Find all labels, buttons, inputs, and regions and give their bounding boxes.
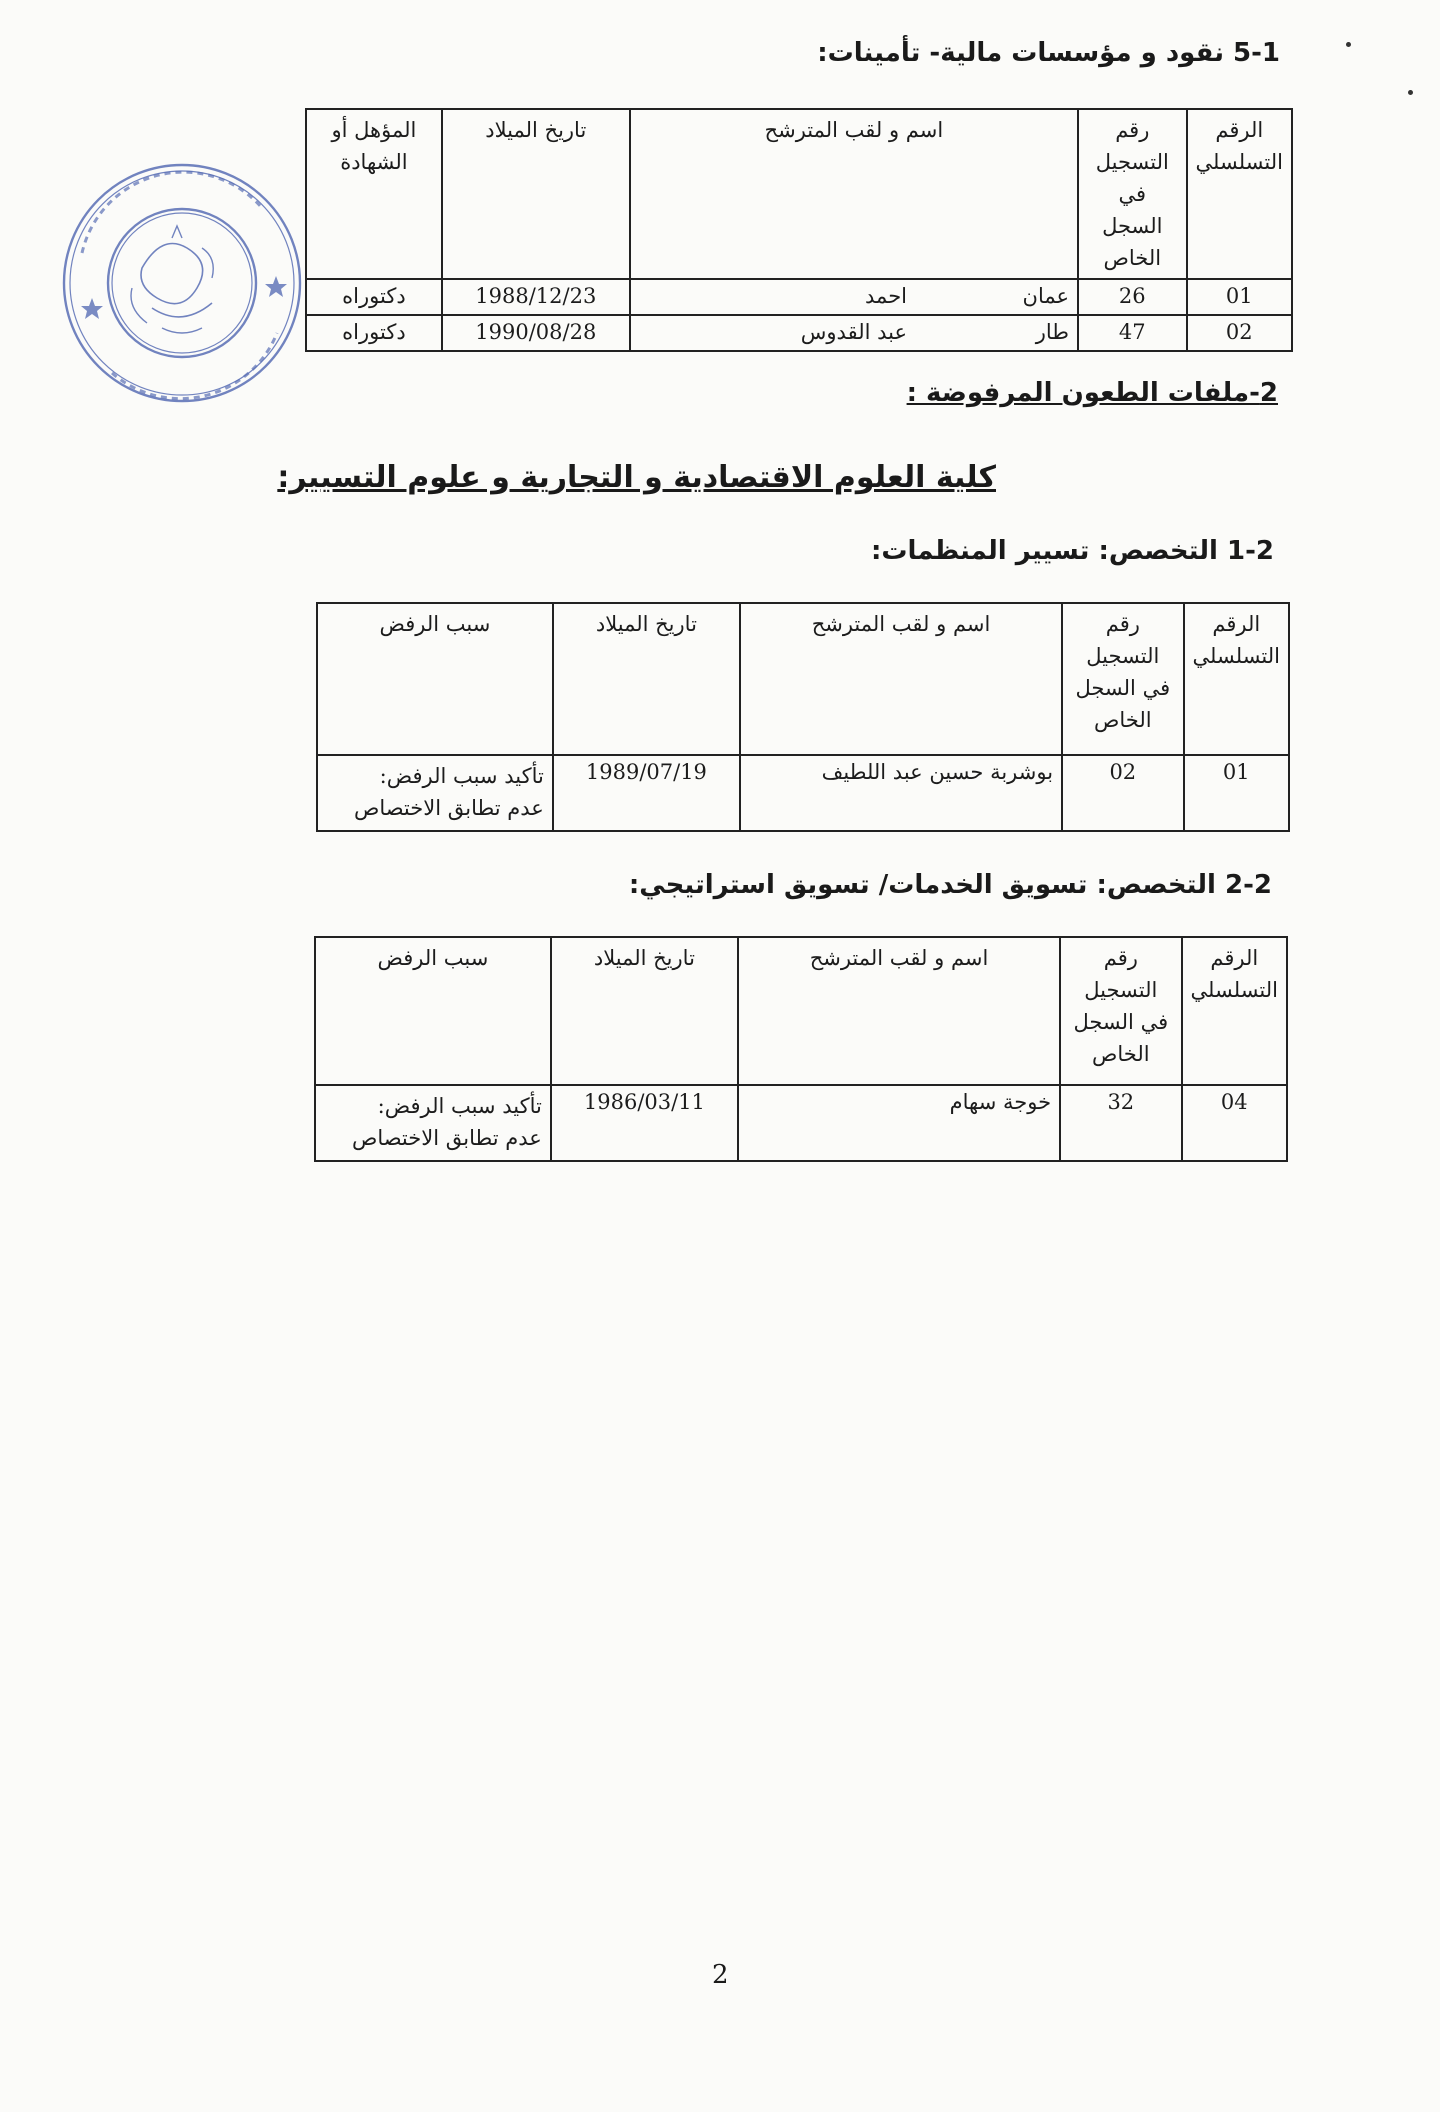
col-header-birth: تاريخ الميلاد: [553, 603, 740, 755]
reason-line: تأكيد سبب الرفض:: [379, 764, 544, 788]
col-header-reg: رقم التسجيل في السجل الخاص: [1060, 937, 1181, 1085]
page-number: 2: [712, 1960, 729, 1990]
col-header-name: اسم و لقب المترشح: [630, 109, 1078, 279]
cell-reg: 32: [1060, 1085, 1181, 1161]
cell-last-name: طار: [1035, 320, 1070, 344]
faculty-title: كلية العلوم الاقتصادية و التجارية و علوم التسيير:: [277, 460, 996, 495]
col-header-serial: الرقم التسلسلي: [1182, 937, 1287, 1085]
cell-serial: 01: [1184, 755, 1289, 831]
table-5-1: [305, 108, 1293, 352]
col-header-reason: سبب الرفض: [317, 603, 553, 755]
col-header-birth: تاريخ الميلاد: [551, 937, 738, 1085]
section-title-5-1: 5-1 نقود و مؤسسات مالية- تأمينات:: [817, 38, 1280, 68]
col-header-reason: سبب الرفض: [315, 937, 551, 1085]
reason-line: عدم تطابق الاختصاص: [351, 1126, 542, 1150]
col-header-reg: رقم التسجيل في السجل الخاص: [1078, 109, 1187, 279]
col-header-serial: الرقم التسلسلي: [1187, 109, 1292, 279]
cell-reg: 02: [1062, 755, 1183, 831]
cell-name: [630, 279, 1078, 315]
scan-dot: [1408, 90, 1413, 95]
cell-serial: 01: [1187, 279, 1292, 315]
table-2-2: [314, 936, 1288, 1162]
table-row: [317, 755, 1289, 831]
table-header-row: [317, 603, 1289, 755]
cell-qualification: دكتوراه: [306, 279, 442, 315]
reason-line: تأكيد سبب الرفض:: [377, 1094, 542, 1118]
cell-birth: 1986/03/11: [551, 1085, 738, 1161]
col-header-name: اسم و لقب المترشح: [740, 603, 1062, 755]
cell-qualification: دكتوراه: [306, 315, 442, 351]
table-row: [315, 1085, 1287, 1161]
specialty-title-2-2: 2-2 التخصص: تسويق الخدمات/ تسويق استراتيجي:: [628, 870, 1272, 900]
col-header-serial: الرقم التسلسلي: [1184, 603, 1289, 755]
col-header-birth: تاريخ الميلاد: [442, 109, 630, 279]
cell-serial: 02: [1187, 315, 1292, 351]
cell-reg: 26: [1078, 279, 1187, 315]
section-title-rejected-appeals: 2-ملفات الطعون المرفوضة :: [906, 378, 1278, 408]
cell-birth: 1989/07/19: [553, 755, 740, 831]
cell-last-name: عمان: [1022, 284, 1070, 308]
col-header-name: اسم و لقب المترشح: [738, 937, 1060, 1085]
table-2-1: [316, 602, 1290, 832]
table-row: [306, 279, 1292, 315]
cell-name: [630, 315, 1078, 351]
scan-dot: [1346, 42, 1351, 47]
col-header-qualification: المؤهل أو الشهادة: [306, 109, 442, 279]
cell-first-name: احمد: [865, 284, 908, 308]
col-header-reg: رقم التسجيل في السجل الخاص: [1062, 603, 1183, 755]
specialty-title-2-1: 1-2 التخصص: تسيير المنظمات:: [870, 536, 1274, 566]
cell-birth: 1988/12/23: [442, 279, 630, 315]
cell-name: خوجة سهام: [738, 1085, 1060, 1161]
table-header-row: [306, 109, 1292, 279]
cell-name: بوشربة حسين عبد اللطيف: [740, 755, 1062, 831]
reason-line: عدم تطابق الاختصاص: [353, 796, 544, 820]
cell-reg: 47: [1078, 315, 1187, 351]
cell-birth: 1990/08/28: [442, 315, 630, 351]
university-seal-icon: [52, 158, 312, 408]
cell-serial: 04: [1182, 1085, 1287, 1161]
cell-reason: [315, 1085, 551, 1161]
cell-reason: [317, 755, 553, 831]
cell-first-name: عبد القدوس: [800, 320, 908, 344]
table-header-row: [315, 937, 1287, 1085]
table-row: [306, 315, 1292, 351]
